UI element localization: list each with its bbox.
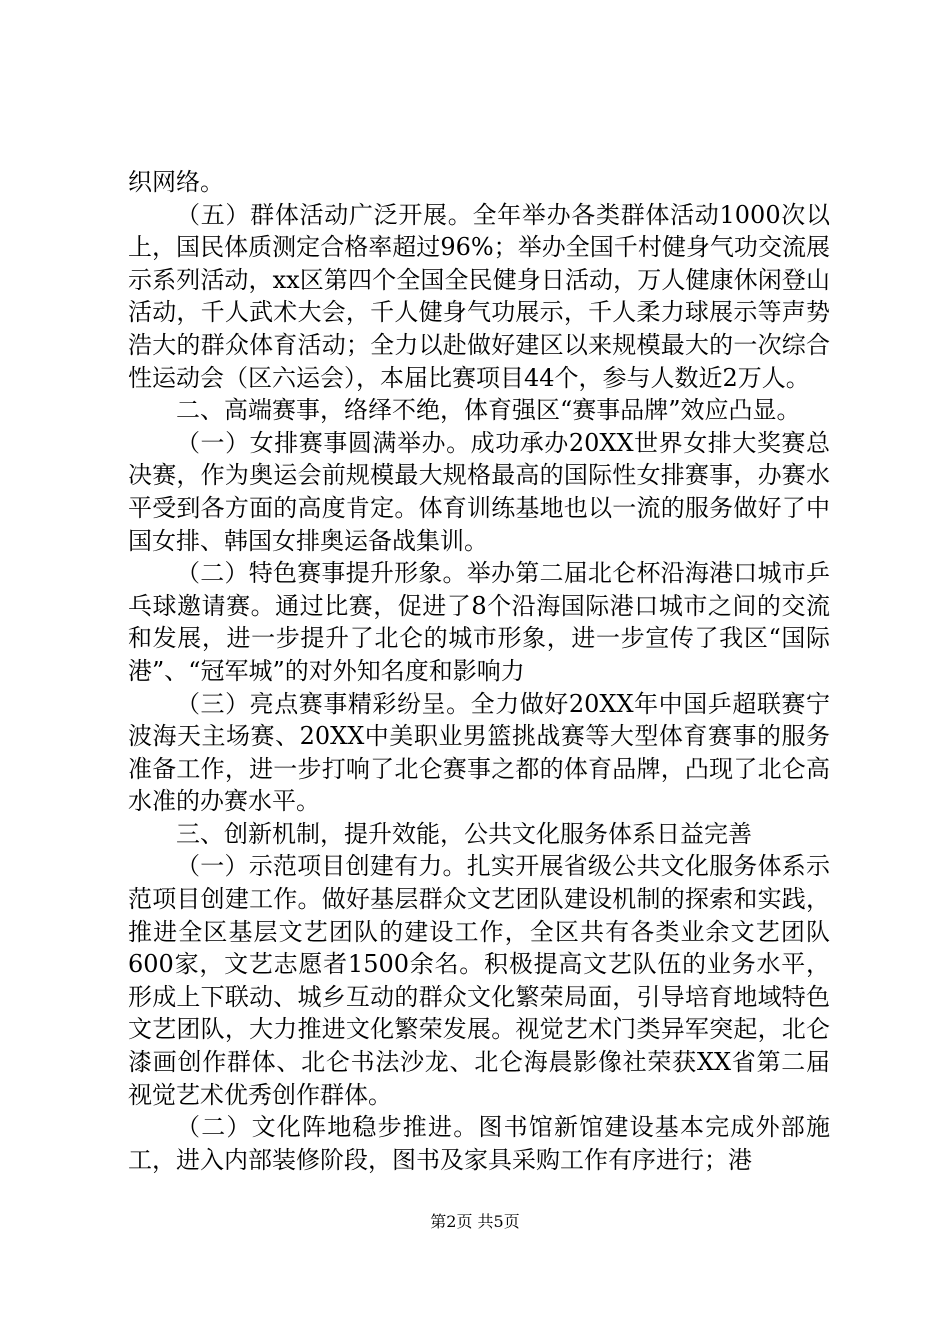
paragraph: （三）亮点赛事精彩纷呈。全力做好20XX年中国乒超联赛宁波海天主场赛、20XX中美职业男篮挑战赛等大型体育赛事的服务准备工作，进一步打响了北仑赛事之都的体育品牌，凸现了北仑高水准的办赛水平。: [128, 689, 830, 816]
paragraph: （一）女排赛事圆满举办。成功承办20XX世界女排大奖赛总决赛，作为奥运会前规模最大规格最高的国际性女排赛事，办赛水平受到各方面的高度肯定。体育训练基地也以一流的服务做好了中国女排、韩国女排奥运备战集训。: [128, 428, 830, 555]
paragraph: 织网络。: [128, 168, 224, 196]
page-footer: [0, 1212, 950, 1232]
section-heading: 二、高端赛事，络绎不绝，体育强区“赛事品牌”效应凸显。: [176, 396, 801, 425]
paragraph: （五）群体活动广泛开展。全年举办各类群体活动1000次以上，国民体质测定合格率超过96%；举办全国千村健身气功交流展示系列活动，xx区第四个全国全民健身日活动，万人健康休闲登山活动，千人武术大会，千人健身气功展示，千人柔力球展示等声势浩大的群众体育活动；全力以赴做好建区以来规模最大的一次综合性运动会（区六运会），本届比赛项目44个，参与人数近2万人。: [128, 200, 830, 392]
section-heading: 三、创新机制，提升效能，公共文化服务体系日益完善: [176, 819, 752, 848]
paragraph: （二）文化阵地稳步推进。图书馆新馆建设基本完成外部施工，进入内部装修阶段，图书及家具采购工作有序进行；港: [128, 1113, 830, 1174]
paragraph: （一）示范项目创建有力。扎实开展省级公共文化服务体系示范项目创建工作。做好基层群众文艺团队建设机制的探索和实践，推进全区基层文艺团队的建设工作，全区共有各类业余文艺团队600家，文艺志愿者1500余名。积极提高文艺队伍的业务水平，形成上下联动、城乡互动的群众文化繁荣局面，引导培育地域特色文艺团队，大力推进文化繁荣发展。视觉艺术门类异军突起，北仑漆画创作群体、北仑书法沙龙、北仑海晨影像社荣获XX省第二届视觉艺术优秀创作群体。: [128, 852, 830, 1109]
document-body: [128, 166, 830, 1176]
paragraph: （二）特色赛事提升形象。举办第二届北仑杯沿海港口城市乒乓球邀请赛。通过比赛，促进了8个沿海国际港口城市之间的交流和发展，进一步提升了北仑的城市形象，进一步宣传了我区“国际港”、“冠军城”的对外知名度和影响力: [128, 559, 830, 685]
page-number: 第2页 共5页: [430, 1212, 520, 1231]
